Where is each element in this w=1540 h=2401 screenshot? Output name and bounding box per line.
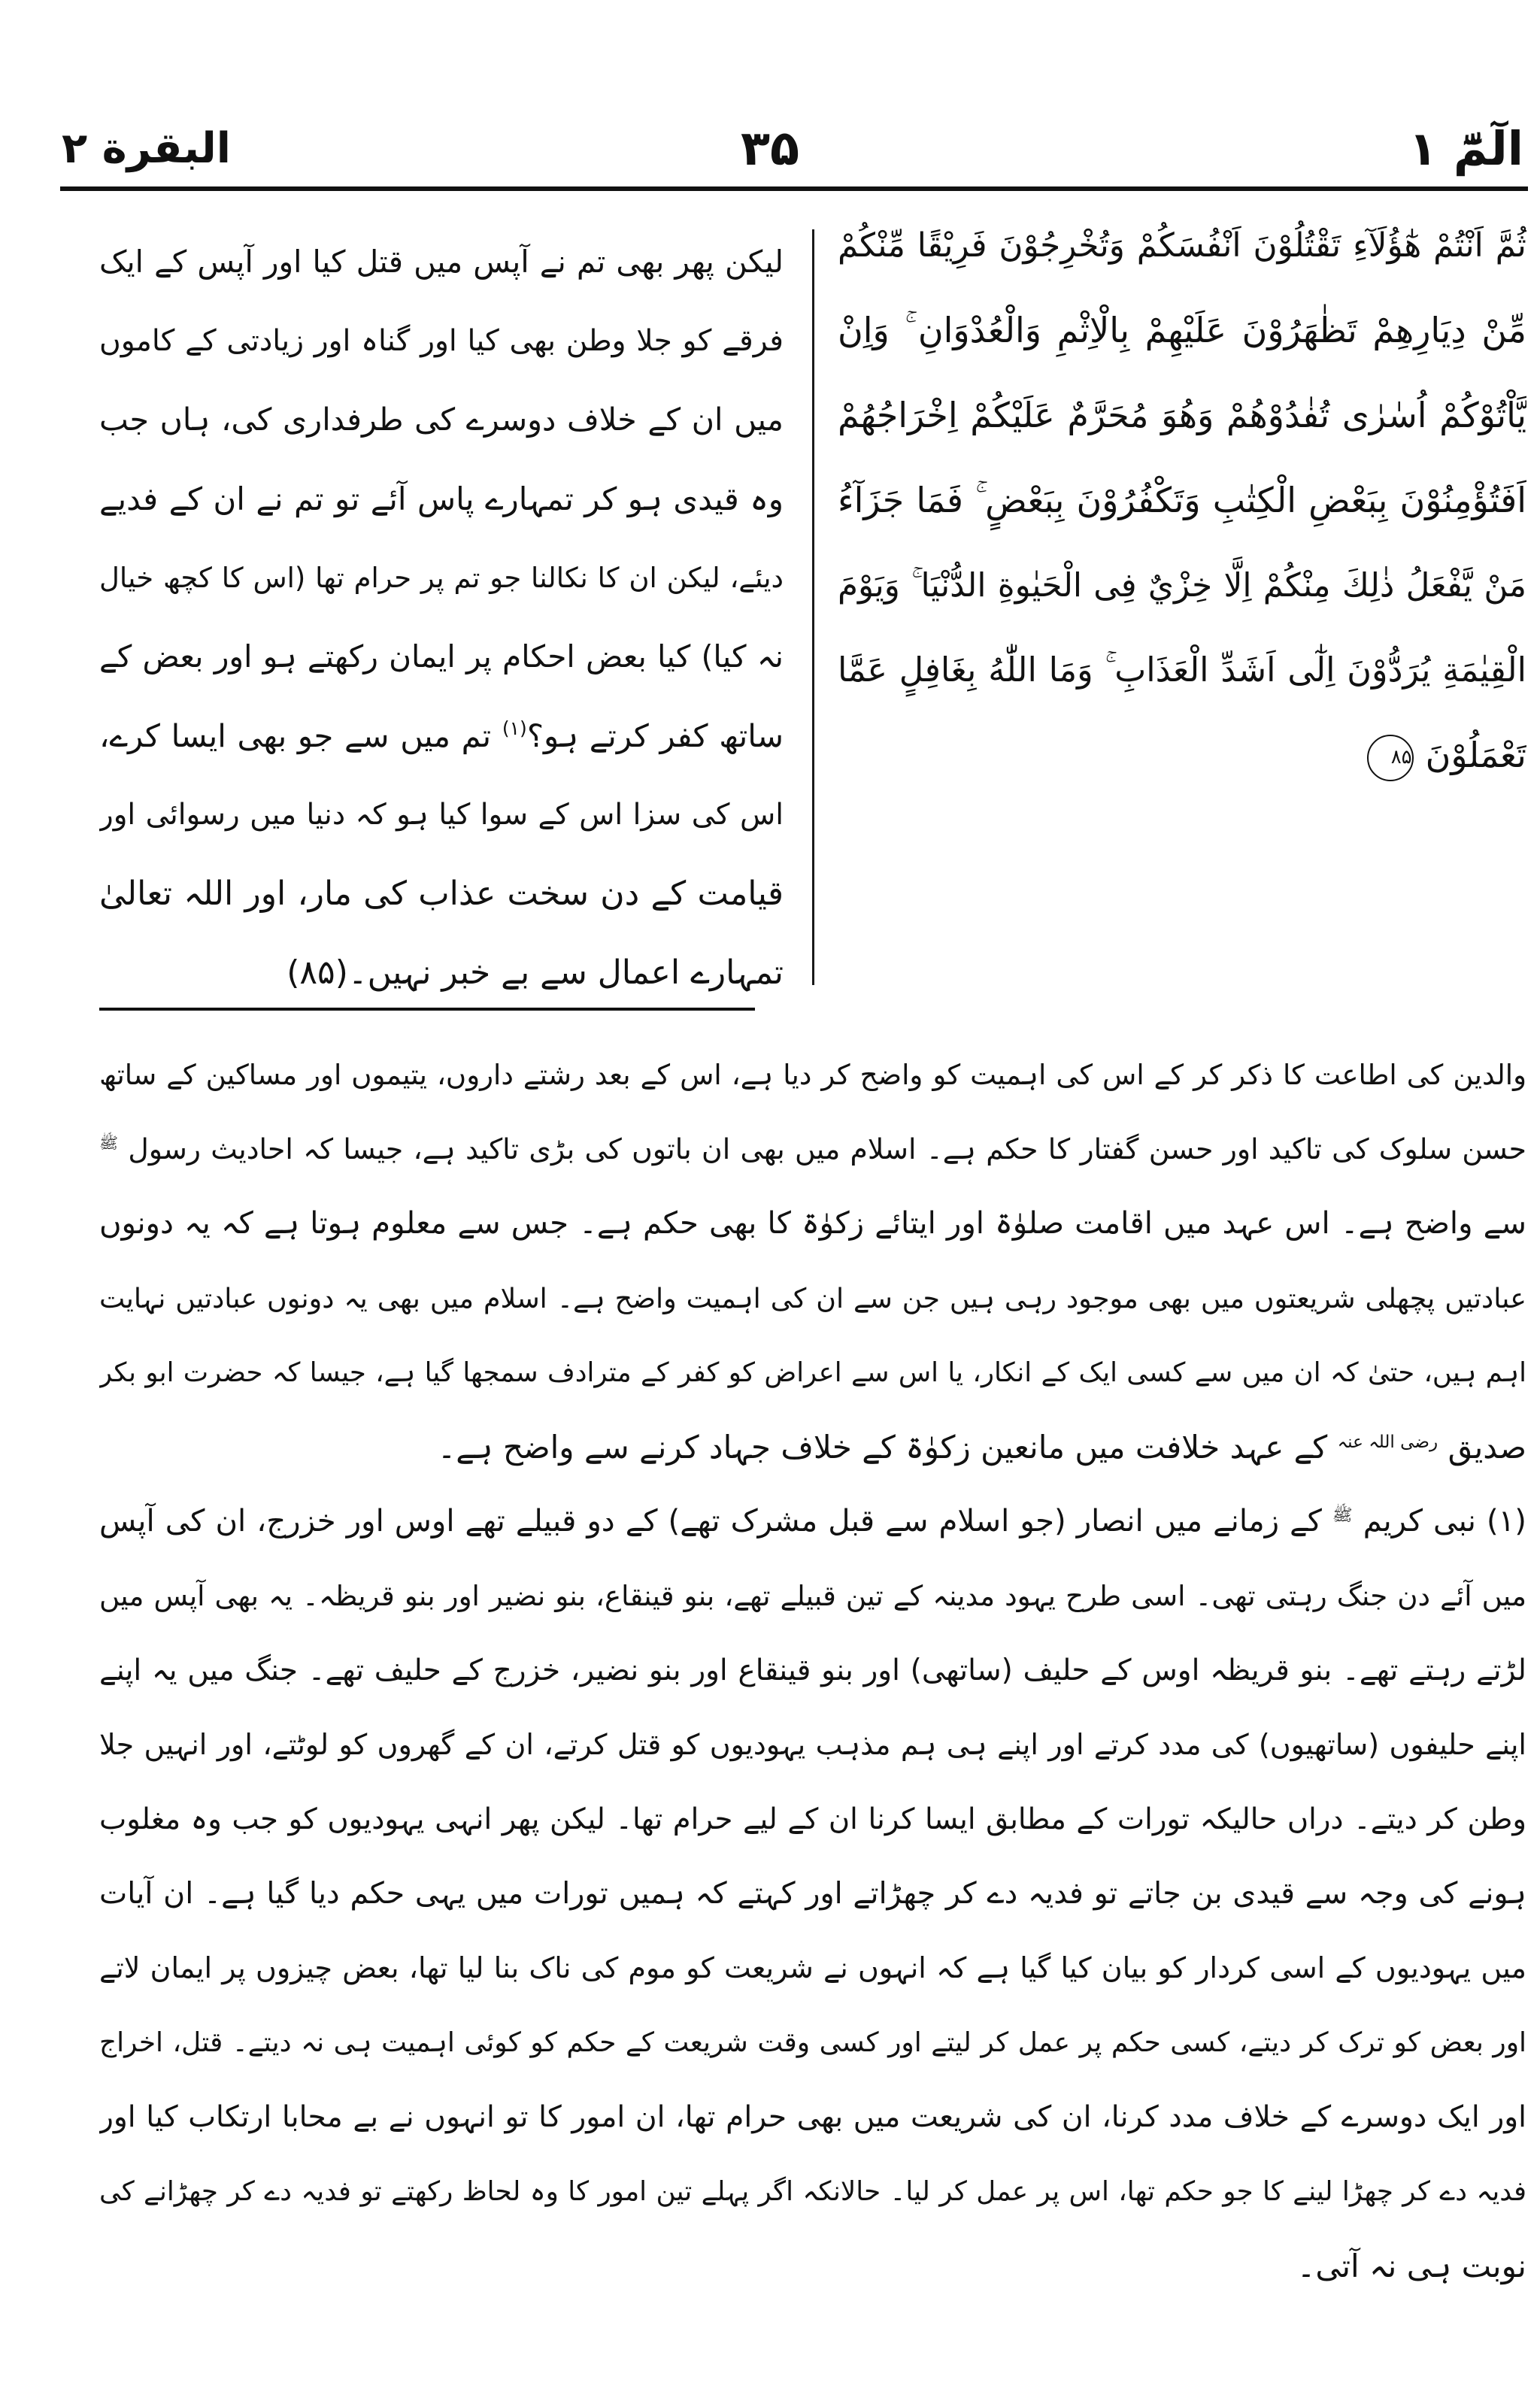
translation-line: وہ قیدی ہو کر تمہارے پاس آئے تو تم نے ان کے فدیے [99, 481, 784, 517]
quran-line: ثُمَّ اَنْتُمْ هٰٓؤُلَآءِ تَقْتُلُوْنَ اَنْفُسَكُمْ وَتُخْرِجُوْنَ فَرِيْقًا مِّنْكُمْ [838, 226, 1526, 265]
footnote-line: ہونے کی وجہ سے قیدی بن جاتے تو فدیہ دے کر چھڑاتے اور کہتے کہ ہمیں تورات میں یہی حکم دیا گیا ہے۔ ان آیات [99, 1876, 1526, 1911]
translation-line: تمہارے اعمال سے بے خبر نہیں۔(۸۵) [286, 953, 784, 992]
footnote-text: کے عہد خلافت میں مانعین زکوٰۃ کے خلاف جہاد کرنے سے واضح ہے۔ [437, 1429, 1328, 1466]
translation-line: نہ کیا) کیا بعض احکام پر ایمان رکھتے ہو اور بعض کے [99, 638, 784, 675]
footnote-line: نوبت ہی نہ آتی۔ [1296, 2248, 1526, 2284]
quran-text-column [838, 203, 1526, 798]
translation-line: میں ان کے خلاف دوسرے کی طرفداری کی، ہاں جب [99, 402, 784, 438]
footnote-line: میں آئے دن جنگ رہتی تھی۔ اسی طرح یہود مدینہ کے تین قبیلے تھے، بنو قینقاع، بنو نضیر اور بنو قریظہ۔ یہ بھی آپس میں [99, 1579, 1526, 1612]
column-separator [812, 229, 814, 985]
translation-text: ساتھ کفر کرتے ہو؟ [526, 717, 784, 754]
footnote-rule [99, 1008, 755, 1011]
footnote-line: وطن کر دیتے۔ دراں حالیکہ تورات کے مطابق ایسا کرنا ان کے لیے حرام تھا۔ لیکن پھر انہی یہودیوں کو جب وہ مغلوب [99, 1802, 1526, 1836]
footnote-line: اور ایک دوسرے کے خلاف مدد کرنا، ان کی شریعت میں بھی حرام تھا، ان امور کا تو انہوں نے بے محابا ارتکاب کیا اور [99, 2100, 1526, 2134]
translation-text: تم میں سے جو بھی ایسا کرے، [99, 717, 492, 754]
quran-line: يَّاْتُوْكُمْ اُسٰرٰى تُفٰدُوْهُمْ وَهُوَ مُحَرَّمٌ عَلَيْكُمْ اِخْرَاجُهُمْ [838, 395, 1526, 435]
footnote-line: فدیہ دے کر چھڑا لینے کا جو حکم تھا، اس پر عمل کر لیا۔ حالانکہ اگر پہلے تین امور کا وہ لحاظ رکھتے تو فدیہ دے کر چھڑانے کی [99, 2176, 1526, 2207]
footnote-line: والدین کی اطاعت کا ذکر کر کے اس کی اہمیت کو واضح کر دیا ہے، اس کے بعد رشتے داروں، یتیموں اور مساکین کے ساتھ [99, 1059, 1526, 1091]
quran-line [838, 713, 1526, 798]
translation-line: قیامت کے دن سخت عذاب کی مار، اور اللہ تعالیٰ [99, 875, 784, 913]
footnote-text: صدیق [1448, 1429, 1526, 1466]
footnote-line: عبادتیں پچھلی شریعتوں میں بھی موجود رہی ہیں جن سے ان کی اہمیت واضح ہے۔ اسلام میں بھی یہ دونوں عبادتیں نہایت [99, 1282, 1526, 1314]
footnote-reference: (۱) [502, 717, 527, 739]
translation-line: لیکن پھر بھی تم نے آپس میں قتل کیا اور آپس کے ایک [99, 244, 784, 280]
footnote-line [99, 1410, 1526, 1484]
footnote-line [99, 1112, 1526, 1187]
translation-line: دیئے، لیکن ان کا نکالنا جو تم پر حرام تھا (اس کا کچھ خیال [99, 562, 784, 594]
footnote-line: میں یہودیوں کے اسی کردار کو بیان کیا گیا ہے کہ انہوں نے شریعت کو موم کی ناک بنا لیا تھا، بعض چیزوں پر ایمان لاتے [99, 1951, 1526, 1984]
header-rule [60, 186, 1528, 191]
page-number: ۳۵ [740, 121, 800, 177]
footnote-line: اور بعض کو ترک کر دیتے، کسی حکم پر عمل کر لیتے اور کسی وقت شریعت کے حکم کو کوئی اہمیت ہی نہ دیتے۔ قتل، اخراج [99, 2027, 1526, 2058]
translation-column [99, 223, 784, 1012]
honorific: رضی اللہ عنہ [1337, 1432, 1438, 1452]
quran-line: مَنْ يَّفْعَلُ ذٰلِكَ مِنْكُمْ اِلَّا خِزْيٌ فِى الْحَيٰوةِ الدُّنْيَا ۚ وَيَوْمَ [838, 566, 1526, 605]
translation-line [99, 696, 784, 775]
translation-line: اس کی سزا اس کے سوا کیا ہو کہ دنیا میں رسوائی اور [99, 798, 784, 832]
footnote-line: لڑتے رہتے تھے۔ بنو قریظہ اوس کے حلیف (ساتھی) اور بنو قینقاع اور بنو نضیر، خزرج کے حلیف تھے۔ جنگ میں یہ اپنے [99, 1654, 1526, 1687]
honorific: ﷺ [1332, 1505, 1353, 1525]
footnotes [99, 1038, 1526, 2303]
footnote-line: سے واضح ہے۔ اس عہد میں اقامت صلوٰۃ اور ایتائے زکوٰۃ کا بھی حکم ہے۔ جس سے معلوم ہوتا ہے کہ یہ دونوں [99, 1206, 1526, 1241]
footnote-line [99, 1484, 1526, 1559]
quran-line-text: تَعْمَلُوْنَ [1425, 735, 1526, 775]
honorific: ﷺ [99, 1134, 119, 1152]
footnote-line: اپنے حلیفوں (ساتھیوں) کی مدد کرتے اور اپنے ہی ہم مذہب یہودیوں کو قتل کرتے، ان کے گھروں کو لوٹتے، اور انہیں جلا [99, 1728, 1526, 1761]
quran-line: الْقِيٰمَةِ يُرَدُّوْنَ اِلٰٓى اَشَدِّ الْعَذَابِ ۚ وَمَا اللّٰهُ بِغَافِلٍ عَمَّا [838, 650, 1526, 690]
quran-line: مِّنْ دِيَارِهِمْ تَظٰهَرُوْنَ عَلَيْهِمْ بِالْاِثْمِ وَالْعُدْوَانِ ۚ وَاِنْ [838, 310, 1526, 350]
translation-line: فرقے کو جلا وطن بھی کیا اور گناہ اور زیادتی کے کاموں [99, 324, 784, 358]
verse-number-marker: ۸۵ [1367, 735, 1414, 781]
juz-label: الٓمّٓ ۱ [1408, 121, 1523, 176]
footnote-text: (۱) نبی کریم [1363, 1504, 1526, 1539]
quran-line: اَفَتُؤْمِنُوْنَ بِبَعْضِ الْكِتٰبِ وَتَكْفُرُوْنَ بِبَعْضٍ ۚ فَمَا جَزَآءُ [838, 480, 1526, 520]
surah-label: البقرة ۲ [62, 124, 231, 173]
footnote-text: حسن سلوک کی تاکید اور حسن گفتار کا حکم ہے۔ اسلام میں بھی ان باتوں کی بڑی تاکید ہے، جیسا کہ احادیث رسول [128, 1132, 1526, 1166]
footnote-text: کے زمانے میں انصار (جو اسلام سے قبل مشرک تھے) کے دو قبیلے تھے اوس اور خزرج، ان کی آپس [99, 1504, 1322, 1539]
footnote-line: اہم ہیں، حتیٰ کہ ان میں سے کسی ایک کے انکار، یا اس سے اعراض کو کفر کے مترادف سمجھا گیا ہے، جیسا کہ حضرت ابو بکر [99, 1357, 1526, 1388]
